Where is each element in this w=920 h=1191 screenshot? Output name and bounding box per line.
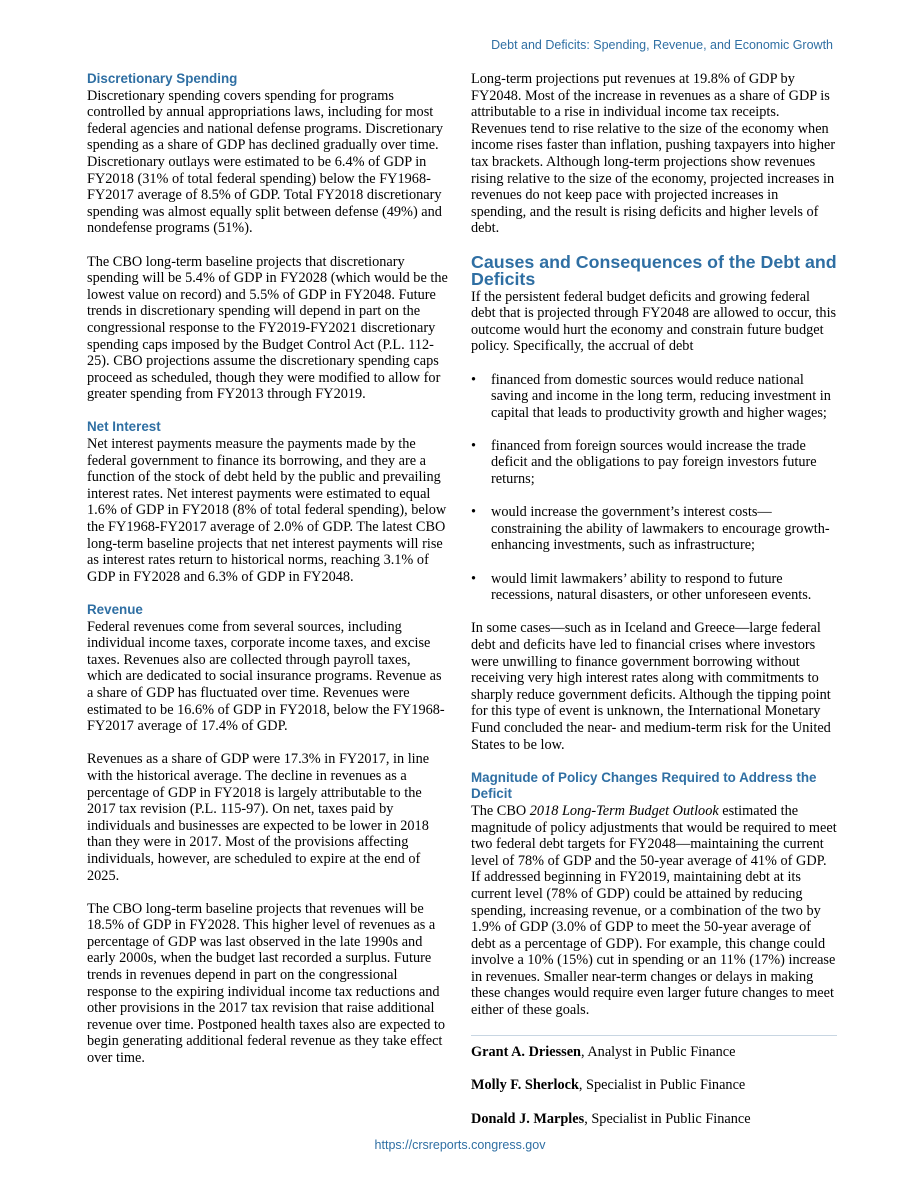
causes-intro-paragraph: If the persistent federal budget deficits and growing federal debt that is projected through FY2048 are allowed to occur, this outcome would hurt the economy and constrain future budget policy. Specifically, the accrual of debt [471, 288, 837, 355]
bullet-icon: • [471, 371, 477, 388]
footer-url[interactable]: https://crsreports.congress.gov [374, 1138, 546, 1152]
financial-crisis-paragraph: In some cases—such as in Iceland and Greece—large federal debt and deficits have led to financial crises where investors were unwilling to finance government borrowing without receiving very high interest rates along with commitments to sharply reduce government deficits. Although the tipping point for this type of event is unknown, the International Monetary Fund concluded the near- and medium-term risk for the United States to be low. [471, 620, 831, 753]
consequences-bullet-list [471, 372, 837, 604]
list-item [471, 438, 837, 488]
discretionary-paragraph-2: The CBO long-term baseline projects that discretionary spending will be 5.4% of GDP in FY2028 (which would be the lowest value on record) and 5.5% of GDP in FY2048. Future trends in discretionary spending will depend in part on the congressional response to the FY2019-FY2021 discretionary spending caps imposed by the Budget Control Act (P.L. 112-25). CBO projections assume the discretionary spending caps proceed as scheduled, though they were modified to allow for greater spending from FY2013 through FY2019. [87, 253, 448, 403]
magnitude-text-before: The CBO [471, 802, 530, 819]
bullet-text: would limit lawmakers’ ability to respond to future recessions, natural disasters, or other unforeseen events. [491, 570, 812, 604]
bullet-icon: • [471, 437, 477, 454]
revenue-continued-paragraph: Long-term projections put revenues at 19.8% of GDP by FY2048. Most of the increase in revenues as a share of GDP is attributable to a rise in individual income tax receipts. Revenues tend to rise relative to the size of the economy when income rises faster than inflation, pushing taxpayers into higher tax brackets. Although long-term projections show revenues rising relative to the size of the economy, projected increases in revenues do not keep pace with projected increases in spending, and the result is rising deficits and higher levels of debt. [471, 71, 836, 237]
revenue-heading: Revenue [87, 602, 143, 617]
right-column [471, 71, 837, 1144]
bullet-icon: • [471, 570, 477, 587]
running-head: Debt and Deficits: Spending, Revenue, and Economic Growth [491, 38, 833, 52]
bullet-text: would increase the government’s interest costs—constraining the ability of lawmakers to encourage growth-enhancing investments, such as infrastructure; [491, 504, 830, 554]
bullet-text: financed from foreign sources would increase the trade deficit and the obligations to pay foreign investors future returns; [491, 437, 817, 488]
list-item [471, 504, 837, 554]
revenue-paragraph-3: The CBO long-term baseline projects that revenues will be 18.5% of GDP in FY2028. This higher level of revenues as a percentage of GDP was last observed in the late 1990s and early 2000s, when the budget last recorded a surplus. Future trends in revenues depend in part on the congressional response to the expiring individual income tax reductions and other provisions in the 2017 tax revision that raise additional revenue over time. Postponed health taxes also are expected to begin generating additional federal revenue as they take effect over time. [87, 900, 446, 1067]
revenue-paragraph-2: Revenues as a share of GDP were 17.3% in FY2017, in line with the historical average. The decline in revenues as a percentage of GDP in FY2018 is largely attributable to the 2017 tax revision (P.L. 115-97). On net, taxes paid by individuals and businesses are expected to be lower in 2018 than they were in 2017. Most of the provisions affecting individuals, however, are scheduled to expire at the end of 2025. [87, 751, 430, 884]
author-line [471, 1077, 837, 1094]
left-column [87, 71, 449, 1083]
author-name: Donald J. Marples [471, 1110, 585, 1127]
bullet-text: financed from domestic sources would reduce national saving and income in the long term, reducing investment in capital that leads to productivity growth and higher wages; [491, 371, 831, 421]
author-block [471, 1044, 837, 1127]
author-name: Molly F. Sherlock [471, 1077, 579, 1094]
author-title: , Specialist in Public Finance [584, 1110, 751, 1127]
author-title: , Analyst in Public Finance [581, 1044, 736, 1061]
net-interest-heading: Net Interest [87, 419, 161, 435]
author-line [471, 1044, 837, 1061]
net-interest-paragraph: Net interest payments measure the payments made by the federal government to finance its borrowing, and they are a function of the stock of debt held by the public and prevailing interest rates. Net interest payments were estimated to equal 1.6% of GDP in FY2018 (8% of total federal spending), below the FY1968-FY2017 average of 2.0% of GDP. The latest CBO long-term baseline projects that net interest payments will rise as interest rates return to historical norms, reaching 3.1% of GDP in FY2028 and 6.3% of GDP in FY2048. [87, 436, 447, 585]
author-divider [471, 1035, 837, 1036]
revenue-paragraph-1: Federal revenues come from several sources, including individual income taxes, corporate income taxes, and excise taxes. Revenues also are collected through payroll taxes, which are dedicated to social insurance programs. Revenue as a share of GDP has fluctuated over time. Revenues were estimated to be 16.6% of GDP in FY2018, below the FY1968-FY2017 average of 17.4% of GDP. [87, 618, 445, 735]
author-name: Grant A. Driessen [471, 1044, 581, 1061]
author-line [471, 1111, 837, 1128]
discretionary-spending-heading: Discretionary Spending [87, 71, 238, 86]
list-item [471, 571, 837, 604]
discretionary-paragraph-1: Discretionary spending covers spending for programs controlled by annual appropriations laws, including for most federal agencies and national defense programs. Discretionary spending as a share of GDP has declined gradually over time. Discretionary outlays were estimated to be 6.4% of GDP in FY2018 (31% of total federal spending) below the FY1968-FY2017 average of 8.5% of GDP. Total FY2018 discretionary spending was almost equally split between defense (49%) and nondefense programs (51%). [87, 87, 444, 237]
magnitude-paragraph [471, 803, 837, 1019]
causes-consequences-heading: Causes and Consequences of the Debt and Deficits [471, 251, 837, 289]
magnitude-heading: Magnitude of Policy Changes Required to Address the Deficit [471, 769, 817, 802]
author-title: , Specialist in Public Finance [578, 1077, 746, 1094]
bullet-icon: • [471, 504, 477, 521]
list-item [471, 372, 837, 422]
magnitude-text-after: estimated the magnitude of policy adjustments that would be required to meet two federal debt targets for FY2048—maintaining the current level of 78% of GDP and the 50-year average of 41% of GDP. If addressed beginning in FY2019, maintaining debt at its current level (78% of GDP) could be attained by reducing spending, increasing revenue, or a combination of the two by 1.9% of GDP (3.0% of GDP to meet the 50-year average of debt as a percentage of GDP). For example, this change could involve a 10% (15%) cut in spending or an 11% (17%) increase in revenues. Smaller near-term changes or delays in making these changes would require even larger future changes to meet either of these goals. [471, 802, 837, 1019]
report-title: 2018 Long-Term Budget Outlook [529, 802, 719, 819]
